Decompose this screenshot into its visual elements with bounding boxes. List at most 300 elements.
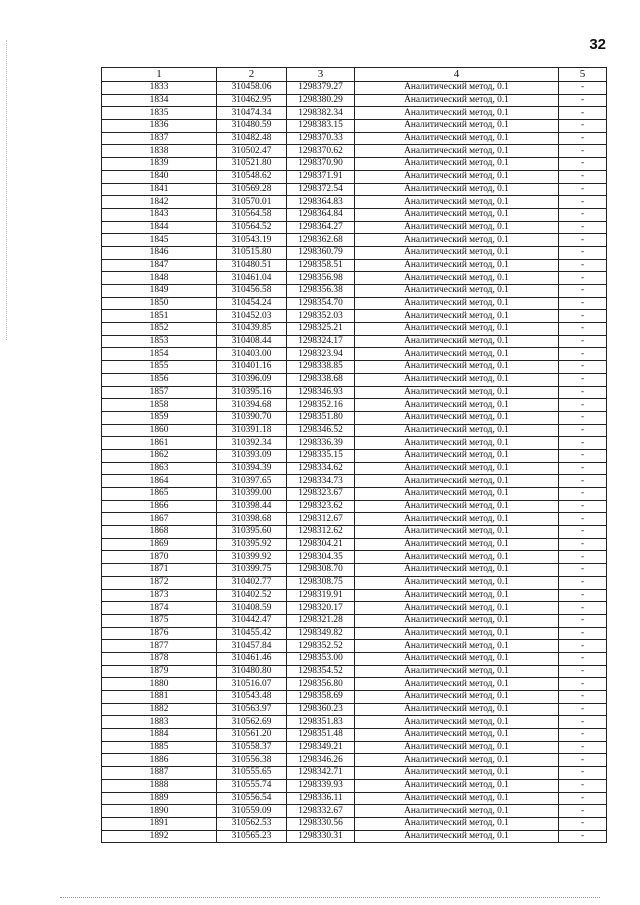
table-body — [102, 82, 607, 843]
note-cell: - — [559, 729, 607, 742]
y-coordinate-cell: 1298382.34 — [287, 107, 355, 120]
table-row — [102, 348, 607, 361]
point-number-cell: 1850 — [102, 297, 217, 310]
note-cell: - — [559, 208, 607, 221]
x-coordinate-cell: 310399.00 — [217, 488, 287, 501]
method-cell: Аналитический метод, 0.1 — [355, 830, 559, 843]
point-number-cell: 1844 — [102, 221, 217, 234]
x-coordinate-cell: 310397.65 — [217, 475, 287, 488]
note-cell: - — [559, 614, 607, 627]
note-cell: - — [559, 361, 607, 374]
point-number-cell: 1855 — [102, 361, 217, 374]
point-number-cell: 1862 — [102, 449, 217, 462]
method-cell: Аналитический метод, 0.1 — [355, 488, 559, 501]
y-coordinate-cell: 1298312.67 — [287, 513, 355, 526]
note-cell: - — [559, 640, 607, 653]
table-row — [102, 120, 607, 133]
table-row — [102, 373, 607, 386]
point-number-cell: 1870 — [102, 551, 217, 564]
method-cell: Аналитический метод, 0.1 — [355, 500, 559, 513]
y-coordinate-cell: 1298304.35 — [287, 551, 355, 564]
note-cell: - — [559, 475, 607, 488]
point-number-cell: 1849 — [102, 285, 217, 298]
method-cell: Аналитический метод, 0.1 — [355, 94, 559, 107]
x-coordinate-cell: 310398.44 — [217, 500, 287, 513]
note-cell: - — [559, 564, 607, 577]
table-row — [102, 449, 607, 462]
note-cell: - — [559, 602, 607, 615]
method-cell: Аналитический метод, 0.1 — [355, 640, 559, 653]
x-coordinate-cell: 310456.58 — [217, 285, 287, 298]
point-number-cell: 1889 — [102, 792, 217, 805]
x-coordinate-cell: 310452.03 — [217, 310, 287, 323]
note-cell: - — [559, 805, 607, 818]
point-number-cell: 1863 — [102, 462, 217, 475]
table-row — [102, 779, 607, 792]
note-cell: - — [559, 488, 607, 501]
y-coordinate-cell: 1298364.27 — [287, 221, 355, 234]
table-row — [102, 627, 607, 640]
table-row — [102, 272, 607, 285]
table-row — [102, 538, 607, 551]
y-coordinate-cell: 1298358.69 — [287, 691, 355, 704]
table-row — [102, 132, 607, 145]
point-number-cell: 1883 — [102, 716, 217, 729]
y-coordinate-cell: 1298308.70 — [287, 564, 355, 577]
table-row — [102, 221, 607, 234]
scan-bottom-line — [60, 897, 600, 899]
point-number-cell: 1880 — [102, 678, 217, 691]
table-row — [102, 310, 607, 323]
point-number-cell: 1879 — [102, 665, 217, 678]
point-number-cell: 1884 — [102, 729, 217, 742]
x-coordinate-cell: 310392.34 — [217, 437, 287, 450]
table-row — [102, 576, 607, 589]
y-coordinate-cell: 1298379.27 — [287, 82, 355, 95]
method-cell: Аналитический метод, 0.1 — [355, 729, 559, 742]
y-coordinate-cell: 1298370.90 — [287, 158, 355, 171]
note-cell: - — [559, 513, 607, 526]
point-number-cell: 1853 — [102, 335, 217, 348]
table-row — [102, 564, 607, 577]
y-coordinate-cell: 1298338.68 — [287, 373, 355, 386]
method-cell: Аналитический метод, 0.1 — [355, 285, 559, 298]
y-coordinate-cell: 1298358.51 — [287, 259, 355, 272]
y-coordinate-cell: 1298362.68 — [287, 234, 355, 247]
table-row — [102, 297, 607, 310]
y-coordinate-cell: 1298323.94 — [287, 348, 355, 361]
method-cell: Аналитический метод, 0.1 — [355, 221, 559, 234]
x-coordinate-cell: 310482.48 — [217, 132, 287, 145]
note-cell: - — [559, 221, 607, 234]
table-row — [102, 716, 607, 729]
note-cell: - — [559, 691, 607, 704]
table-row — [102, 170, 607, 183]
point-number-cell: 1846 — [102, 246, 217, 259]
x-coordinate-cell: 310548.62 — [217, 170, 287, 183]
y-coordinate-cell: 1298338.85 — [287, 361, 355, 374]
note-cell: - — [559, 94, 607, 107]
point-number-cell: 1835 — [102, 107, 217, 120]
method-cell: Аналитический метод, 0.1 — [355, 272, 559, 285]
note-cell: - — [559, 285, 607, 298]
table-row — [102, 741, 607, 754]
note-cell: - — [559, 310, 607, 323]
method-cell: Аналитический метод, 0.1 — [355, 145, 559, 158]
point-number-cell: 1836 — [102, 120, 217, 133]
table-row — [102, 513, 607, 526]
method-cell: Аналитический метод, 0.1 — [355, 792, 559, 805]
y-coordinate-cell: 1298339.93 — [287, 779, 355, 792]
method-cell: Аналитический метод, 0.1 — [355, 665, 559, 678]
point-number-cell: 1840 — [102, 170, 217, 183]
x-coordinate-cell: 310394.39 — [217, 462, 287, 475]
point-number-cell: 1852 — [102, 323, 217, 336]
method-cell: Аналитический метод, 0.1 — [355, 652, 559, 665]
point-number-cell: 1857 — [102, 386, 217, 399]
point-number-cell: 1842 — [102, 196, 217, 209]
y-coordinate-cell: 1298370.62 — [287, 145, 355, 158]
table-row — [102, 754, 607, 767]
y-coordinate-cell: 1298383.15 — [287, 120, 355, 133]
y-coordinate-cell: 1298324.17 — [287, 335, 355, 348]
note-cell: - — [559, 424, 607, 437]
table-row — [102, 640, 607, 653]
method-cell: Аналитический метод, 0.1 — [355, 158, 559, 171]
point-number-cell: 1845 — [102, 234, 217, 247]
note-cell: - — [559, 411, 607, 424]
y-coordinate-cell: 1298349.82 — [287, 627, 355, 640]
x-coordinate-cell: 310564.58 — [217, 208, 287, 221]
x-coordinate-cell: 310556.38 — [217, 754, 287, 767]
method-cell: Аналитический метод, 0.1 — [355, 767, 559, 780]
y-coordinate-cell: 1298356.98 — [287, 272, 355, 285]
method-cell: Аналитический метод, 0.1 — [355, 361, 559, 374]
method-cell: Аналитический метод, 0.1 — [355, 589, 559, 602]
x-coordinate-cell: 310395.60 — [217, 526, 287, 539]
method-cell: Аналитический метод, 0.1 — [355, 411, 559, 424]
scan-margin-line — [6, 40, 8, 340]
note-cell: - — [559, 526, 607, 539]
x-coordinate-cell: 310461.46 — [217, 652, 287, 665]
y-coordinate-cell: 1298349.21 — [287, 741, 355, 754]
y-coordinate-cell: 1298353.00 — [287, 652, 355, 665]
method-cell: Аналитический метод, 0.1 — [355, 754, 559, 767]
table-row — [102, 208, 607, 221]
note-cell: - — [559, 500, 607, 513]
table-row — [102, 830, 607, 843]
point-number-cell: 1875 — [102, 614, 217, 627]
point-number-cell: 1833 — [102, 82, 217, 95]
method-cell: Аналитический метод, 0.1 — [355, 716, 559, 729]
method-cell: Аналитический метод, 0.1 — [355, 462, 559, 475]
x-coordinate-cell: 310555.65 — [217, 767, 287, 780]
point-number-cell: 1867 — [102, 513, 217, 526]
x-coordinate-cell: 310555.74 — [217, 779, 287, 792]
table-row — [102, 386, 607, 399]
x-coordinate-cell: 310403.00 — [217, 348, 287, 361]
table-row — [102, 183, 607, 196]
point-number-cell: 1843 — [102, 208, 217, 221]
table-row — [102, 729, 607, 742]
method-cell: Аналитический метод, 0.1 — [355, 373, 559, 386]
y-coordinate-cell: 1298342.71 — [287, 767, 355, 780]
point-number-cell: 1873 — [102, 589, 217, 602]
method-cell: Аналитический метод, 0.1 — [355, 170, 559, 183]
column-header-3: 3 — [287, 68, 355, 82]
x-coordinate-cell: 310399.92 — [217, 551, 287, 564]
note-cell: - — [559, 437, 607, 450]
note-cell: - — [559, 246, 607, 259]
point-number-cell: 1881 — [102, 691, 217, 704]
table-row — [102, 652, 607, 665]
note-cell: - — [559, 779, 607, 792]
table-row — [102, 526, 607, 539]
method-cell: Аналитический метод, 0.1 — [355, 627, 559, 640]
y-coordinate-cell: 1298370.33 — [287, 132, 355, 145]
point-number-cell: 1874 — [102, 602, 217, 615]
method-cell: Аналитический метод, 0.1 — [355, 602, 559, 615]
note-cell: - — [559, 627, 607, 640]
y-coordinate-cell: 1298308.75 — [287, 576, 355, 589]
note-cell: - — [559, 348, 607, 361]
table-row — [102, 246, 607, 259]
point-number-cell: 1854 — [102, 348, 217, 361]
note-cell: - — [559, 196, 607, 209]
method-cell: Аналитический метод, 0.1 — [355, 513, 559, 526]
method-cell: Аналитический метод, 0.1 — [355, 246, 559, 259]
note-cell: - — [559, 678, 607, 691]
note-cell: - — [559, 323, 607, 336]
note-cell: - — [559, 716, 607, 729]
x-coordinate-cell: 310543.48 — [217, 691, 287, 704]
table-row — [102, 411, 607, 424]
x-coordinate-cell: 310454.24 — [217, 297, 287, 310]
x-coordinate-cell: 310402.77 — [217, 576, 287, 589]
note-cell: - — [559, 107, 607, 120]
method-cell: Аналитический метод, 0.1 — [355, 196, 559, 209]
x-coordinate-cell: 310480.51 — [217, 259, 287, 272]
note-cell: - — [559, 665, 607, 678]
y-coordinate-cell: 1298335.15 — [287, 449, 355, 462]
y-coordinate-cell: 1298352.03 — [287, 310, 355, 323]
point-number-cell: 1838 — [102, 145, 217, 158]
x-coordinate-cell: 310398.68 — [217, 513, 287, 526]
y-coordinate-cell: 1298323.67 — [287, 488, 355, 501]
y-coordinate-cell: 1298320.17 — [287, 602, 355, 615]
table-row — [102, 488, 607, 501]
table-row — [102, 424, 607, 437]
point-number-cell: 1864 — [102, 475, 217, 488]
method-cell: Аналитический метод, 0.1 — [355, 310, 559, 323]
x-coordinate-cell: 310393.09 — [217, 449, 287, 462]
y-coordinate-cell: 1298334.73 — [287, 475, 355, 488]
x-coordinate-cell: 310458.06 — [217, 82, 287, 95]
note-cell: - — [559, 373, 607, 386]
point-number-cell: 1892 — [102, 830, 217, 843]
y-coordinate-cell: 1298372.54 — [287, 183, 355, 196]
note-cell: - — [559, 449, 607, 462]
y-coordinate-cell: 1298323.62 — [287, 500, 355, 513]
note-cell: - — [559, 158, 607, 171]
table-row — [102, 145, 607, 158]
method-cell: Аналитический метод, 0.1 — [355, 120, 559, 133]
point-number-cell: 1858 — [102, 399, 217, 412]
point-number-cell: 1847 — [102, 259, 217, 272]
table-row — [102, 475, 607, 488]
point-number-cell: 1887 — [102, 767, 217, 780]
table-row — [102, 361, 607, 374]
point-number-cell: 1841 — [102, 183, 217, 196]
note-cell: - — [559, 462, 607, 475]
y-coordinate-cell: 1298346.26 — [287, 754, 355, 767]
method-cell: Аналитический метод, 0.1 — [355, 817, 559, 830]
y-coordinate-cell: 1298352.16 — [287, 399, 355, 412]
y-coordinate-cell: 1298352.52 — [287, 640, 355, 653]
table-row — [102, 691, 607, 704]
y-coordinate-cell: 1298330.31 — [287, 830, 355, 843]
x-coordinate-cell: 310474.34 — [217, 107, 287, 120]
point-number-cell: 1851 — [102, 310, 217, 323]
x-coordinate-cell: 310516.07 — [217, 678, 287, 691]
x-coordinate-cell: 310564.52 — [217, 221, 287, 234]
x-coordinate-cell: 310502.47 — [217, 145, 287, 158]
table-row — [102, 158, 607, 171]
table-row — [102, 500, 607, 513]
y-coordinate-cell: 1298346.52 — [287, 424, 355, 437]
x-coordinate-cell: 310462.95 — [217, 94, 287, 107]
method-cell: Аналитический метод, 0.1 — [355, 132, 559, 145]
note-cell: - — [559, 538, 607, 551]
table-row — [102, 589, 607, 602]
point-number-cell: 1891 — [102, 817, 217, 830]
note-cell: - — [559, 754, 607, 767]
note-cell: - — [559, 386, 607, 399]
note-cell: - — [559, 551, 607, 564]
method-cell: Аналитический метод, 0.1 — [355, 538, 559, 551]
point-number-cell: 1885 — [102, 741, 217, 754]
note-cell: - — [559, 792, 607, 805]
note-cell: - — [559, 183, 607, 196]
method-cell: Аналитический метод, 0.1 — [355, 259, 559, 272]
x-coordinate-cell: 310394.68 — [217, 399, 287, 412]
y-coordinate-cell: 1298304.21 — [287, 538, 355, 551]
point-number-cell: 1859 — [102, 411, 217, 424]
x-coordinate-cell: 310515.80 — [217, 246, 287, 259]
x-coordinate-cell: 310558.37 — [217, 741, 287, 754]
point-number-cell: 1886 — [102, 754, 217, 767]
x-coordinate-cell: 310565.23 — [217, 830, 287, 843]
table-row — [102, 94, 607, 107]
x-coordinate-cell: 310562.69 — [217, 716, 287, 729]
note-cell: - — [559, 297, 607, 310]
note-cell: - — [559, 234, 607, 247]
x-coordinate-cell: 310457.84 — [217, 640, 287, 653]
x-coordinate-cell: 310563.97 — [217, 703, 287, 716]
point-number-cell: 1872 — [102, 576, 217, 589]
method-cell: Аналитический метод, 0.1 — [355, 678, 559, 691]
y-coordinate-cell: 1298364.84 — [287, 208, 355, 221]
point-number-cell: 1834 — [102, 94, 217, 107]
table-row — [102, 196, 607, 209]
y-coordinate-cell: 1298364.83 — [287, 196, 355, 209]
y-coordinate-cell: 1298336.11 — [287, 792, 355, 805]
coordinates-table — [101, 67, 607, 843]
note-cell: - — [559, 145, 607, 158]
method-cell: Аналитический метод, 0.1 — [355, 805, 559, 818]
x-coordinate-cell: 310559.09 — [217, 805, 287, 818]
table-row — [102, 602, 607, 615]
x-coordinate-cell: 310556.54 — [217, 792, 287, 805]
method-cell: Аналитический метод, 0.1 — [355, 526, 559, 539]
table-row — [102, 767, 607, 780]
point-number-cell: 1877 — [102, 640, 217, 653]
y-coordinate-cell: 1298319.91 — [287, 589, 355, 602]
note-cell: - — [559, 259, 607, 272]
y-coordinate-cell: 1298346.93 — [287, 386, 355, 399]
table-row — [102, 259, 607, 272]
note-cell: - — [559, 767, 607, 780]
method-cell: Аналитический метод, 0.1 — [355, 208, 559, 221]
table-row — [102, 805, 607, 818]
x-coordinate-cell: 310399.75 — [217, 564, 287, 577]
method-cell: Аналитический метод, 0.1 — [355, 297, 559, 310]
y-coordinate-cell: 1298334.62 — [287, 462, 355, 475]
method-cell: Аналитический метод, 0.1 — [355, 691, 559, 704]
note-cell: - — [559, 132, 607, 145]
point-number-cell: 1856 — [102, 373, 217, 386]
x-coordinate-cell: 310461.04 — [217, 272, 287, 285]
point-number-cell: 1876 — [102, 627, 217, 640]
x-coordinate-cell: 310439.85 — [217, 323, 287, 336]
table-row — [102, 703, 607, 716]
page-number: 32 — [589, 36, 606, 53]
y-coordinate-cell: 1298354.52 — [287, 665, 355, 678]
x-coordinate-cell: 310455.42 — [217, 627, 287, 640]
table-header-row — [102, 68, 607, 82]
method-cell: Аналитический метод, 0.1 — [355, 551, 559, 564]
y-coordinate-cell: 1298330.56 — [287, 817, 355, 830]
point-number-cell: 1888 — [102, 779, 217, 792]
table-row — [102, 665, 607, 678]
point-number-cell: 1848 — [102, 272, 217, 285]
method-cell: Аналитический метод, 0.1 — [355, 323, 559, 336]
y-coordinate-cell: 1298332.67 — [287, 805, 355, 818]
note-cell: - — [559, 120, 607, 133]
point-number-cell: 1865 — [102, 488, 217, 501]
table-row — [102, 551, 607, 564]
table-row — [102, 678, 607, 691]
x-coordinate-cell: 310543.19 — [217, 234, 287, 247]
method-cell: Аналитический метод, 0.1 — [355, 82, 559, 95]
table-row — [102, 285, 607, 298]
x-coordinate-cell: 310561.20 — [217, 729, 287, 742]
method-cell: Аналитический метод, 0.1 — [355, 424, 559, 437]
x-coordinate-cell: 310401.16 — [217, 361, 287, 374]
note-cell: - — [559, 589, 607, 602]
note-cell: - — [559, 170, 607, 183]
x-coordinate-cell: 310395.92 — [217, 538, 287, 551]
note-cell: - — [559, 399, 607, 412]
x-coordinate-cell: 310390.70 — [217, 411, 287, 424]
table-row — [102, 234, 607, 247]
y-coordinate-cell: 1298360.79 — [287, 246, 355, 259]
table-row — [102, 335, 607, 348]
column-header-1: 1 — [102, 68, 217, 82]
table-row — [102, 817, 607, 830]
method-cell: Аналитический метод, 0.1 — [355, 107, 559, 120]
x-coordinate-cell: 310408.44 — [217, 335, 287, 348]
